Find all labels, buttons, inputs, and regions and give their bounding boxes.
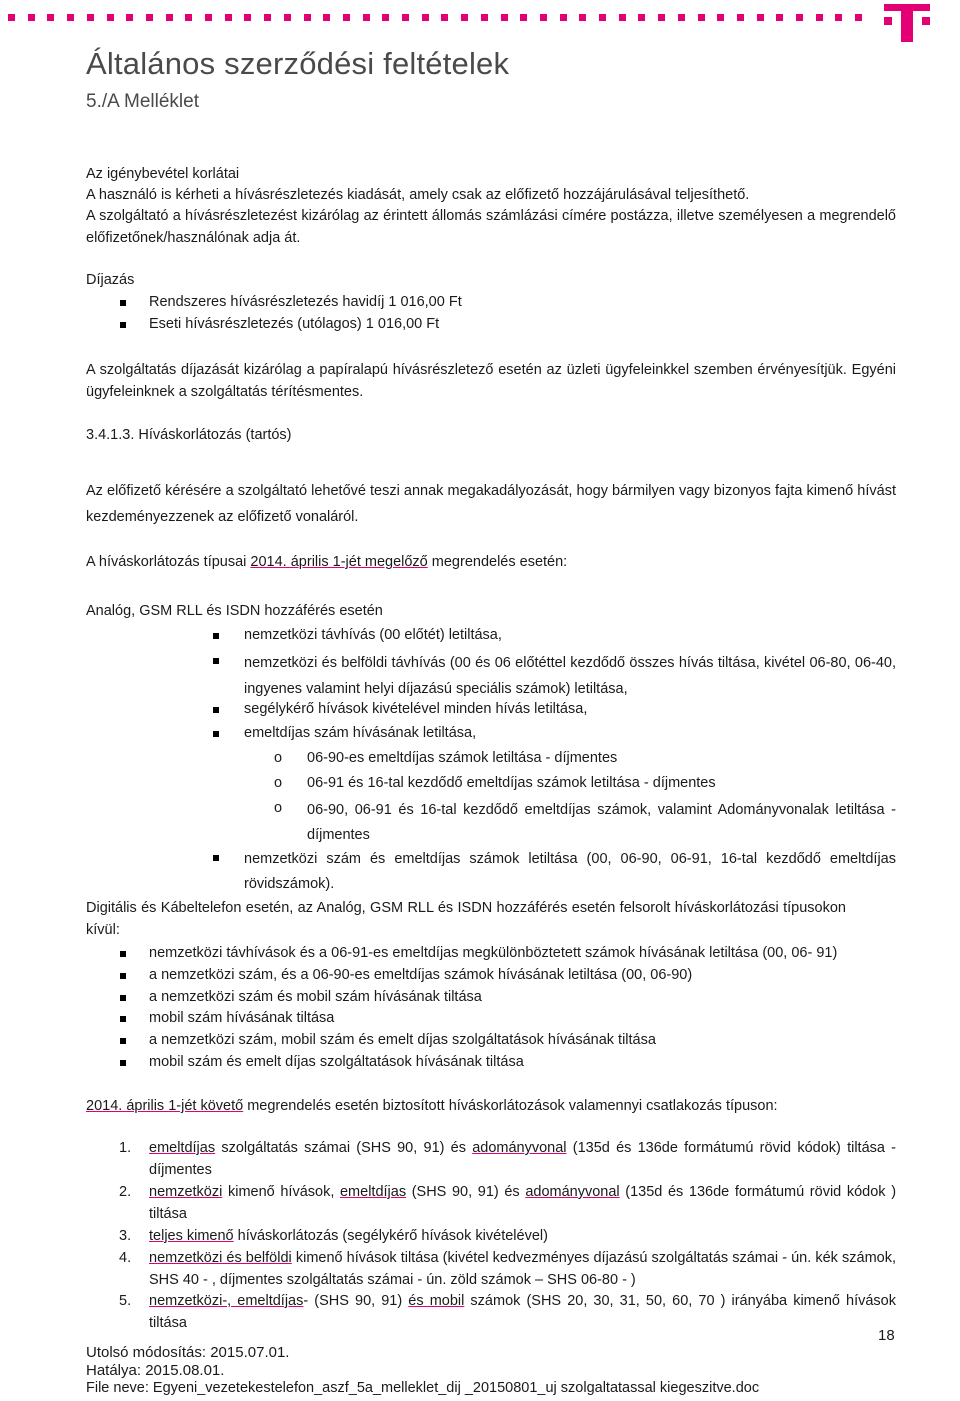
header-dot-icon — [461, 14, 468, 21]
header-dot-icon — [382, 14, 389, 21]
digital-item: mobil szám és emelt díjas szolgáltatások hívásának tiltása — [149, 1054, 524, 1070]
item-text-part: (SHS 90, 91) és — [406, 1184, 526, 1200]
header-dot-icon — [757, 14, 764, 21]
page-number: 18 — [878, 1327, 895, 1344]
bullet-icon — [120, 1038, 126, 1044]
after2014-date-highlight: 2014. április 1-jét követő — [86, 1098, 244, 1114]
item-text-part: kimenő hívások tiltása (kivétel kedvezményes díjazású szolgáltatás számai - ún. kék számok, SHS 40 - , díjmentes szolgáltatás számai - ún. zöld számok – SHS 06-80 - ) — [149, 1250, 896, 1288]
footer-effective: Hatálya: 2015.08.01. — [86, 1362, 225, 1379]
header-dot-icon — [481, 14, 488, 21]
bullet-icon — [120, 322, 126, 328]
numbered-item-text — [149, 1226, 896, 1248]
header-dot-icon — [678, 14, 685, 21]
header-dot-icon — [284, 14, 291, 21]
page-subtitle: 5./A Melléklet — [86, 91, 199, 112]
analog-item: emeltdíjas szám hívásának letiltása, — [244, 725, 477, 741]
page-title: Általános szerződési feltételek — [86, 46, 510, 81]
header-dot-icon — [816, 14, 823, 21]
header-dot-icon — [8, 14, 15, 21]
types-prefix: A híváskorlátozás típusai — [86, 554, 251, 570]
header-dot-icon — [698, 14, 705, 21]
header-dot-icon — [638, 14, 645, 21]
header-dot-icon — [737, 14, 744, 21]
header-dot-icon — [205, 14, 212, 21]
footer-filename: File neve: Egyeni_vezetekestelefon_aszf_5a_melleklet_dij _20150801_uj szolgaltatassal kiegeszitve.doc — [86, 1380, 760, 1396]
item-text-part: (135d és 136de formátumú rövid kódok ) tiltása — [149, 1184, 897, 1222]
header-dot-icon — [47, 14, 54, 21]
numbered-item-number: 2. — [119, 1184, 132, 1200]
sub-bullet-marker: o — [274, 800, 283, 816]
analog-subitem: 06-91 és 16-tal kezdődő emeltdíjas számok letiltása - díjmentes — [307, 775, 716, 791]
section-heading — [86, 425, 292, 446]
types-line — [86, 552, 567, 573]
header-dot-icon — [441, 14, 448, 21]
analog-item: nemzetközi és belföldi távhívás (00 és 06 előtéttel kezdődő összes hívás tiltása, kivétel 06-80, 06-40, ingyenes valamint helyi díjazású speciális számok) letiltása, — [244, 655, 896, 697]
header-dot-icon — [126, 14, 133, 21]
item-text-part: (135d és 136de formátumú rövid kódok) tiltása - díjmentes — [149, 1140, 896, 1178]
analog-subitem: 06-90-es emeltdíjas számok letiltása - díjmentes — [307, 750, 618, 766]
item-text-part: híváskorlátozás (segélykérő hívások kivételével) — [233, 1228, 548, 1244]
header-dot-icon — [855, 14, 862, 21]
footer-modified: Utolsó módosítás: 2015.07.01. — [86, 1344, 290, 1361]
digital-item: mobil szám hívásának tiltása — [149, 1010, 335, 1026]
item-text-part: számok (SHS 20, 30, 31, 50, 60, 70 ) irányába kimenő hívások tiltása — [149, 1293, 896, 1331]
header-dot-icon — [67, 14, 74, 21]
bullet-icon — [120, 995, 126, 1001]
numbered-item-text — [149, 1138, 896, 1181]
numbered-item-number: 3. — [119, 1228, 132, 1244]
bullet-icon — [120, 973, 126, 979]
sub-bullet-marker: o — [274, 775, 283, 791]
header-dot-icon — [501, 14, 508, 21]
header-dot-icon — [658, 14, 665, 21]
header-dot-icon — [776, 14, 783, 21]
digital-heading: Digitális és Kábeltelefon esetén, az Analóg, GSM RLL és ISDN hozzáférés esetén felsorolt híváskorlátozási típusokon kívül: — [86, 900, 846, 938]
emphasized-term: adományvonal — [525, 1184, 620, 1200]
analog-subitem: 06-90, 06-91 és 16-tal kezdődő emeltdíjas számok, valamint Adományvonalak letiltása - díjmentes — [307, 802, 896, 843]
header-dot-icon — [107, 14, 114, 21]
digital-item: a nemzetközi szám, mobil szám és emelt díjas szolgáltatások hívásának tiltása — [149, 1032, 656, 1048]
telekom-t-logo-icon — [884, 4, 930, 42]
header-dot-icon — [579, 14, 586, 21]
header-dot-icon — [540, 14, 547, 21]
header-dot-icon — [619, 14, 626, 21]
header-dot-icon — [363, 14, 370, 21]
after2014-line — [86, 1096, 778, 1117]
bullet-icon — [120, 1016, 126, 1022]
header-dot-icon — [422, 14, 429, 21]
numbered-item-number: 4. — [119, 1250, 132, 1266]
emphasized-term: adományvonal — [472, 1140, 567, 1156]
header-dot-icon — [835, 14, 842, 21]
header-dot-icon — [28, 14, 35, 21]
header-dot-icon — [87, 14, 94, 21]
types-suffix: megrendelés esetén: — [427, 554, 568, 570]
bullet-icon — [213, 633, 219, 639]
numbered-item-text — [149, 1248, 896, 1291]
bullet-icon — [213, 855, 219, 861]
bullet-icon — [213, 707, 219, 713]
numbered-item-text — [149, 1182, 896, 1225]
emphasized-term: teljes kimenő — [149, 1228, 234, 1244]
intro-heading: Az igénybevétel korlátai — [86, 166, 240, 182]
emphasized-term: nemzetközi és belföldi — [149, 1250, 292, 1266]
bullet-icon — [120, 1060, 126, 1066]
emphasized-term: emeltdíjas — [149, 1140, 216, 1156]
analog-item: segélykérő hívások kivételével minden hívás letiltása, — [244, 701, 588, 717]
header-dot-icon — [560, 14, 567, 21]
item-text-part: kimenő hívások, — [222, 1184, 340, 1200]
header-dot-icon — [520, 14, 527, 21]
header-dot-icon — [166, 14, 173, 21]
digital-item: a nemzetközi szám és mobil szám hívásának tiltása — [149, 989, 482, 1005]
fees-item: Rendszeres hívásrészletezés havidíj 1 016,00 Ft — [149, 294, 462, 310]
bullet-icon — [120, 951, 126, 957]
intro-line: A használó is kérheti a hívásrészletezés kiadását, amely csak az előfizető hozzájárulásával teljesíthető. — [86, 187, 750, 203]
digital-item: a nemzetközi szám, és a 06-90-es emeltdíjas számok hívásának letiltása (00, 06-90) — [149, 967, 693, 983]
header-dot-icon — [796, 14, 803, 21]
header-dot-icon — [343, 14, 350, 21]
bullet-icon — [213, 731, 219, 737]
header-dot-icon — [264, 14, 271, 21]
bullet-icon — [120, 300, 126, 306]
emphasized-term: nemzetközi-, emeltdíjas — [149, 1293, 304, 1309]
analog-item: nemzetközi távhívás (00 előtét) letiltása, — [244, 627, 502, 643]
header-dot-icon — [146, 14, 153, 21]
bullet-icon — [213, 658, 219, 664]
item-text-part: szolgáltatás számai (SHS 90, 91) és — [215, 1140, 473, 1156]
header-dot-icon — [225, 14, 232, 21]
analog-item-last: nemzetközi szám és emeltdíjas számok letiltása (00, 06-90, 06-91, 16-tal kezdődő emeltdíjas rövidszámok). — [244, 851, 896, 892]
fees-item: Eseti hívásrészletezés (utólagos) 1 016,00 Ft — [149, 316, 440, 332]
item-text-part: - (SHS 90, 91) — [303, 1293, 409, 1309]
digital-item: nemzetközi távhívások és a 06-91-es emeltdíjas megkülönböztetett számok hívásának letiltása (00, 06- 91) — [149, 945, 838, 961]
after2014-rest: megrendelés esetén biztosított híváskorlátozások valamennyi csatlakozás típuson: — [243, 1098, 778, 1114]
numbered-item-number: 5. — [119, 1293, 132, 1309]
header-dot-icon — [185, 14, 192, 21]
emphasized-term: emeltdíjas — [339, 1184, 407, 1200]
sub-bullet-marker: o — [274, 750, 283, 766]
header-dot-strip — [0, 14, 880, 22]
section-paragraph: Az előfizető kérésére a szolgáltató lehetővé teszi annak megakadályozását, hogy bármilyen vagy bizonyos fajta kimenő hívást kezdeményezzenek az előfizető vonaláról. — [86, 483, 896, 525]
types-date-highlight: 2014. április 1-jét megelőző — [250, 554, 428, 570]
header-dot-icon — [402, 14, 409, 21]
fees-heading: Díjazás — [86, 272, 135, 288]
emphasized-term: és mobil — [408, 1293, 465, 1309]
section-number: 3.4.1.3. — [86, 427, 135, 443]
numbered-item-number: 1. — [119, 1140, 132, 1156]
intro-paragraph: A szolgáltató a hívásrészletezést kizárólag az érintett állomás számlázási címére postázza, illetve személyesen a megrendelő előfizetőnek/használónak adja át. — [86, 208, 896, 246]
analog-heading: Analóg, GSM RLL és ISDN hozzáférés esetén — [86, 603, 383, 619]
header-dot-icon — [323, 14, 330, 21]
header-dot-icon — [304, 14, 311, 21]
header-dot-icon — [717, 14, 724, 21]
numbered-item-text — [149, 1291, 896, 1334]
section-title: Híváskorlátozás (tartós) — [138, 427, 292, 443]
fees-paragraph: A szolgáltatás díjazását kizárólag a papíralapú hívásrészletező esetén az üzleti ügyfeleinkkel szemben érvényesítjük. Egyéni ügyfeleinknek a szolgáltatás térítésmentes. — [86, 362, 896, 400]
header-dot-icon — [599, 14, 606, 21]
header-dot-icon — [244, 14, 251, 21]
emphasized-term: nemzetközi — [149, 1184, 223, 1200]
